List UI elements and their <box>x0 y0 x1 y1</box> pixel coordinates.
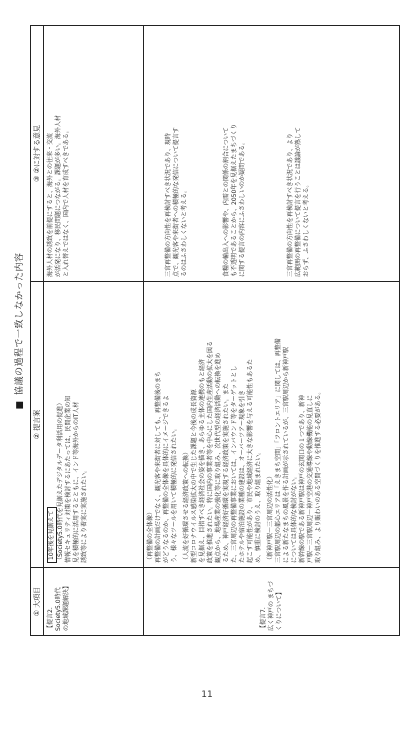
opinion-line: 点で、観光客や来街者への積極的な発信について提言す <box>173 127 180 277</box>
proposal-cell <box>144 282 400 568</box>
proposal-block <box>267 286 323 563</box>
proposal-cell <box>44 282 144 568</box>
heading-square-bullet: ■ <box>15 400 25 410</box>
column-header-opinion: ③ ②に対する意見 <box>31 26 44 282</box>
proposal-line: 取り組み、より賑わいのある空間づくりを推進する必要がある。 <box>315 388 322 563</box>
proposal-line: による新たなまちの風景を作る計画が示されているが、三宮駅周辺から新神戸駅 <box>283 346 290 563</box>
proposal-line: 戸駅～三宮駅周辺～神戸空港の交通導線や動線機能の見直しに <box>307 394 314 563</box>
opinion-line: 食糧の輸出入への影響や、内需との関係の割合について <box>223 127 230 277</box>
table-row <box>144 26 400 636</box>
proposal-line: るため、神戸経済好循環を実現する経済政策を実施されたい。また <box>223 383 230 563</box>
proposal-line: 観点から、地場産業の強化等に取り組み、次世代型の経済活動への転換を進め <box>215 352 222 563</box>
proposal-line: 誘致等により着実に実施されたい。 <box>81 466 88 563</box>
proposal-line: た、三宮周辺の再整備事業においては、インバウンド等をターゲットとし <box>231 365 238 563</box>
category-line: の地域課題解決】 <box>63 582 70 631</box>
proposal-line: を見据え、目指すべき経済社会の姿を描き、あらゆる主体の連携のもと経済 <box>199 358 206 563</box>
proposal-block <box>183 286 263 563</box>
table-header-row <box>31 26 44 636</box>
rotated-page <box>8 10 408 652</box>
proposal-line: については具体的な検討がない。 <box>291 473 298 563</box>
proposal-heading: 10年後を見据えて <box>47 507 57 563</box>
proposal-line: たホテルや宿泊施設の業種の建設は、オーバーツアー現象を引き <box>239 390 246 563</box>
proposal-heading: （人流を好循環させる経済政策への転換） <box>183 448 190 563</box>
category-cell <box>144 568 400 636</box>
opinion-cell <box>144 26 400 282</box>
proposal-line: 新幹線の駅である新神戸駅は神戸の玄関口の１つであり、新神 <box>299 394 306 563</box>
page-number: 11 <box>201 690 213 700</box>
category-line: 【提言7. <box>259 607 267 631</box>
opinion-line: 三宮再整備の方向性を再検討すべき状況であり、より <box>287 133 294 277</box>
column-header-category: ① 大項目 <box>31 568 44 636</box>
opinion-line: るのはふさわしくないと考える。 <box>181 186 188 277</box>
page-heading <box>12 26 28 636</box>
opinion-line: おらず、ふさわしくないと考える。 <box>303 181 310 277</box>
proposal-line: 情報セキュリティ対策を検討するにあたっては、民間企業の知 <box>65 395 72 563</box>
category-line: くりについて】 <box>275 589 283 631</box>
category-line: Society5.0時代 <box>55 587 62 631</box>
opinion-block <box>287 30 311 277</box>
proposal-line: 新型コロナウイルス感染拡大の中で生じた課題と今後の成長資源 <box>191 389 198 563</box>
opinion-cell <box>44 26 144 282</box>
category-cell <box>44 568 144 636</box>
column-header-proposal: ② 提言案 <box>31 282 44 568</box>
proposal-line: め、慎重に検討のうえ、取り組まれたい。 <box>255 448 262 563</box>
proposal-line: 三宮駅周辺の都心エリアは「えきまち空間」「フロントエリア」に関しては、再整備 <box>275 338 282 563</box>
category-line: 広く神戸の まちづ <box>267 581 275 631</box>
proposal-line: 政策を推進されたい。特に国内の事業者等を中心にした国内生産活動の拡大を図る <box>207 340 214 563</box>
opinion-line: も不透明であることから、2050年を見据えたまちづくり <box>231 123 238 277</box>
proposal-line: 見を積極的に活用するとともに、インド等海外からのIT人材 <box>73 401 80 563</box>
page-title: 協議の過程で一致しなかった内容 <box>15 252 25 396</box>
opinion-line: と入れ替えではなく、国内で人材を育成すべきである。 <box>63 127 70 277</box>
opinion-line: 三宮再整備の方向性を再検討すべき状況であり、現時 <box>165 133 172 277</box>
proposal-line: がどうなるのか、再整備の全体像を具体的にイメージできるよ <box>163 395 170 563</box>
opinion-block <box>223 30 247 277</box>
opinion-block <box>165 30 189 277</box>
proposal-line: う、様々なツールを用いて積極的に発信されたい。 <box>171 425 178 563</box>
opinion-line: に関する提言の内容にふさわしいのか疑問である。 <box>239 138 246 277</box>
proposal-block <box>47 286 89 563</box>
proposal-block <box>147 286 179 563</box>
opinion-line: 海外人材の誘致を前提にすると、海外との往来・交流 <box>47 132 54 277</box>
proposal-line: （Society5.0時代を見据えたデジタルデータ利活用の促進） <box>57 399 64 563</box>
category-line: 【提言2. <box>47 607 54 631</box>
table-row <box>44 26 144 636</box>
proposal-heading: （再整備の全体像） <box>147 508 154 563</box>
proposal-heading: （新神戸駅～三宮周辺の活性化） <box>267 472 274 563</box>
opinion-line: 広範囲の再整備について提言を行うことは議論が熟して <box>295 127 302 277</box>
proposal-line: 再整備の計画だけでなく、観光客や来街者に対しても、再整備後のまち <box>155 371 162 563</box>
proposal-line: 起こす可能性があり、市民や地域経済に大きな影響を与える可能性もあるた <box>247 358 254 563</box>
disagreement-table <box>30 25 400 636</box>
opinion-line: が活発になり、移民問題につながる。課題が多い。海外人材 <box>55 115 62 277</box>
